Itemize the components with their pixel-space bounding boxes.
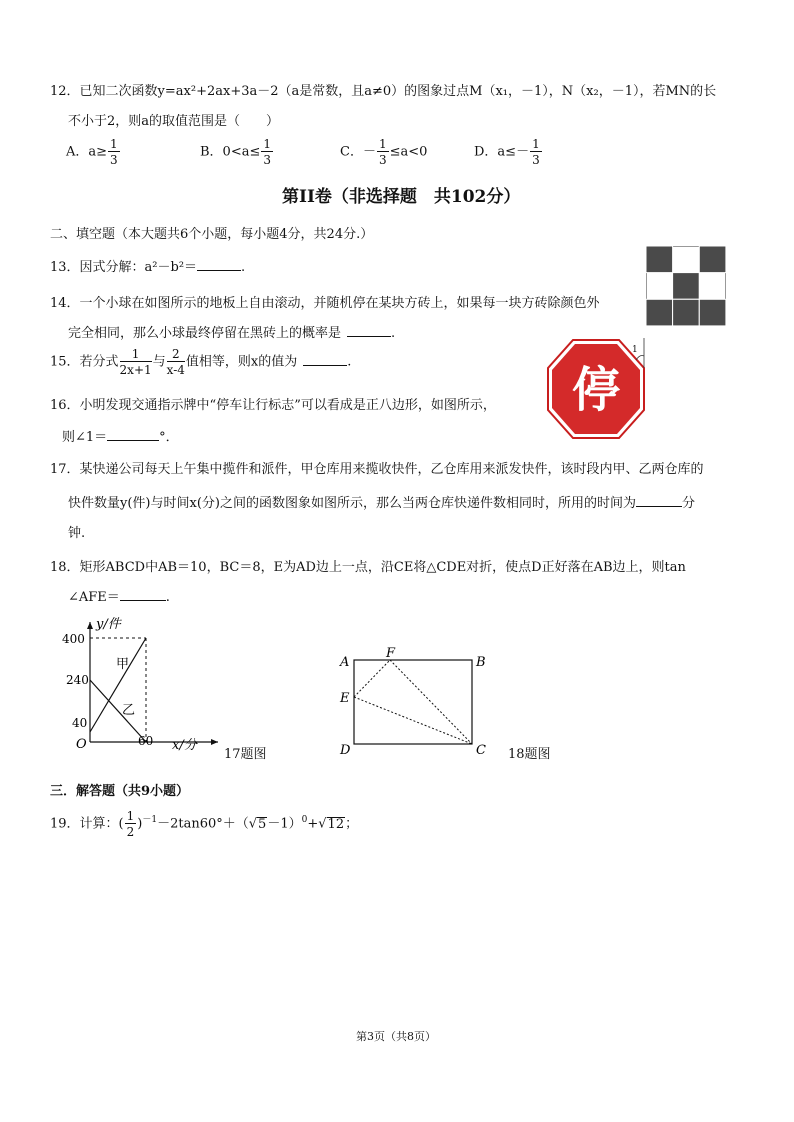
q17-line3: 钟. [68,526,86,541]
q12-option-c: C．－ $\frac{1}{3}$ ≤a<0 [340,137,428,167]
stop-sign-figure [540,332,650,444]
q18-line1: 18．矩形ABCD中AB＝10，BC＝8，E为AD边上一点，沿CE将△CDE对折，使点D正好落在AB边上，则tan [50,560,686,575]
y-axis-label: y/件 [96,617,121,632]
q13: 13．因式分解：a²－b²＝ . [50,260,246,275]
q17-line1: 17．某快递公司每天上午集中揽件和派件，甲仓库用来揽收快件，乙仓库用来派发快件，该时段内甲、乙两仓库的 [50,462,704,477]
tick-y-400: 400 [62,632,85,646]
q19: 19．计算：( $\frac{1}{2}$ )$^{-1}-2\tan 60^\circ+(√5-1)^0+√12$； [50,809,359,839]
label-jia: 甲 [116,657,130,672]
q12-line1: 12．已知二次函数y=ax²+2ax+3a－2（a是常数，且a≠0）的图象过点M（x₁，－1），N（x₂，－1），若MN的长 [50,84,717,99]
point-b: B [476,655,486,670]
angle-1-label: 1 [632,345,638,355]
q14-line2: 完全相同，那么小球最终停留在黑砖上的概率是 . [68,326,396,341]
origin-label: O [76,737,87,752]
q16-answer-blank [107,428,159,441]
fig18-rectangle-figure [336,644,496,758]
fig17-caption: 17题图 [224,747,267,762]
part2-heading: 二、填空题（本大题共6个小题，每小题4分，共24分.） [50,227,374,242]
q14-line1: 14．一个小球在如图所示的地板上自由滚动，并随机停在某块方砖上，如果每一块方砖除颜色外 [50,296,600,311]
rectangle-abcd [354,660,472,744]
label-yi: 乙 [122,703,136,718]
q12-option-a: A．a≥ $\frac{1}{3}$ [66,137,118,167]
q14-answer-blank [347,324,391,337]
q17-line2: 快件数量y(件)与时间x(分)之间的函数图象如图所示，那么当两仓库快递件数相同时，所用的时间为 分 [68,496,695,511]
point-d: D [340,743,351,758]
point-a: A [340,655,350,670]
q15-answer-blank [303,353,347,366]
stop-sign-character: 停 [571,362,621,418]
tick-y-240: 240 [66,673,89,687]
q13-answer-blank [197,258,241,271]
fig17-graph [60,614,220,754]
tick-x-60: 60 [138,734,154,748]
q18-answer-blank [120,588,166,601]
q17-answer-blank [636,494,682,507]
q18-line2: ∠AFE＝ . [68,590,170,605]
section2-title: 第II卷（非选择题 共102分） [282,187,521,207]
q15: 15．若分式 $\frac{1}{2x+1}$ 与 $\frac{2}{x-4}$ 值相等，则x的值为 . [50,347,352,377]
x-axis-label: x/分 [172,738,197,753]
q12-option-b: B．0<a≤ $\frac{1}{3}$ [200,137,272,167]
line-yi [90,680,146,742]
q16-line2: 则∠1＝ °． [62,430,179,445]
tick-y-40: 40 [72,716,88,730]
fig18-caption: 18题图 [508,747,551,762]
q16-line1: 16．小明发现交通指示牌中“停车让行标志”可以看成是正八边形，如图所示， [50,398,496,413]
point-f: F [386,646,396,661]
page-footer: 第3页（共8页） [356,1030,436,1043]
point-e: E [340,691,350,706]
tile-floor-figure [646,246,726,326]
q12-option-d: D．a≤－ $\frac{1}{3}$ [474,137,540,167]
line-jia [90,638,146,732]
q12-line2: 不小于2，则a的取值范围是（ ） [68,114,280,129]
part3-heading: 三．解答题（共9小题） [50,784,190,799]
point-c: C [476,743,486,758]
